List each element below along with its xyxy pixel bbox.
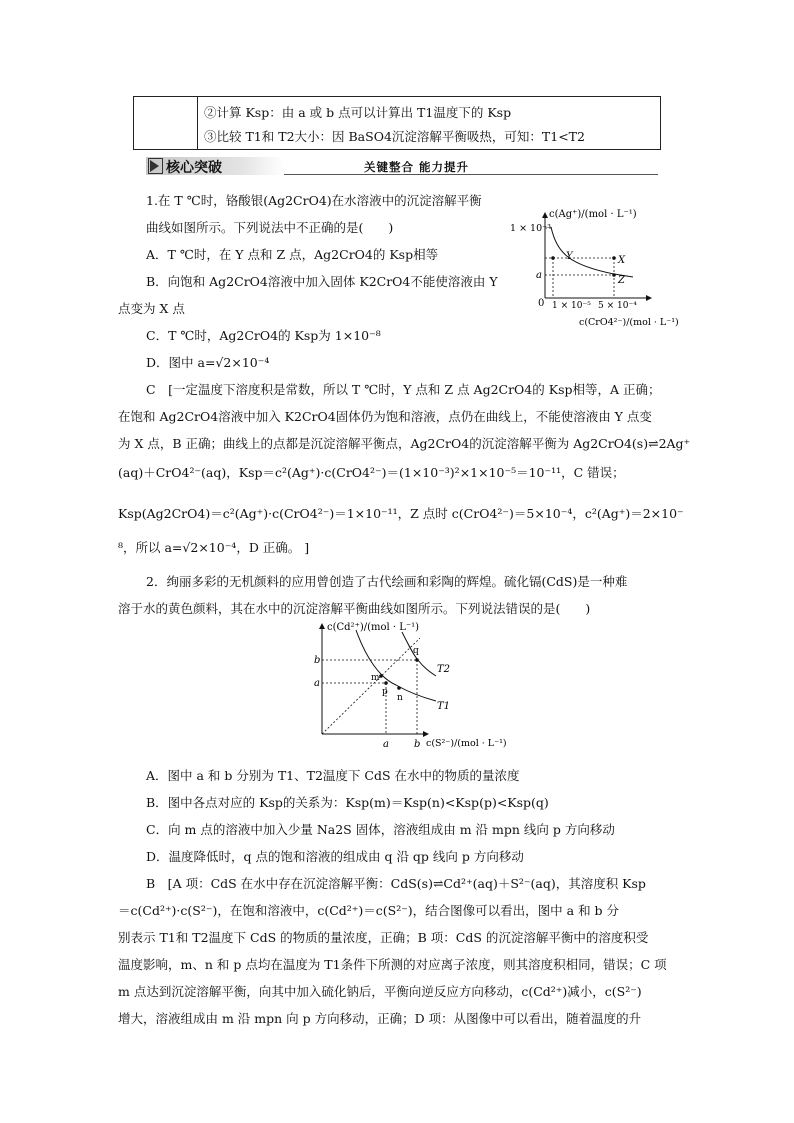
q2-chart <box>300 618 520 756</box>
q1-answer-line5: Ksp(Ag2CrO4)＝c²(Ag⁺)·c(CrO4²⁻)＝1×10⁻¹¹，Z 点时 c(CrO4²⁻)＝5×10⁻⁴，c²(Ag⁺)＝2×10⁻ <box>118 506 684 521</box>
q1-stem-line1: 1.在 T ℃时，铬酸银(Ag2CrO4)在水溶液中的沉淀溶解平衡 <box>146 193 482 208</box>
q2-answer-line5: m 点达到沉淀溶解平衡，向其中加入硫化钠后，平衡向逆反应方向移动，c(Cd²⁺)减小，c(S²⁻) <box>118 984 642 999</box>
q1-option-b-line2: 点变为 X 点 <box>118 301 185 316</box>
section-title: 核心突破 <box>166 160 222 176</box>
q2-answer-line1: B [A 项：CdS 在水中存在沉淀溶解平衡：CdS(s)⇌Cd²⁺(aq)＋S²⁻(aq)，其溶度积 Ksp <box>146 876 646 891</box>
q1-answer-line6: ⁸，所以 a=√2×10⁻⁴，D 正确。 ] <box>118 540 310 555</box>
q2-option-c: C．向 m 点的溶液中加入少量 Na2S 固体，溶液组成由 m 沿 mpn 线向 p 方向移动 <box>146 822 615 837</box>
q2-option-b: B．图中各点对应的 Ksp的关系为：Ksp(m)＝Ksp(n)<Ksp(p)<Ksp(q) <box>146 795 549 810</box>
q1-answer-line3: 为 X 点，B 正确；曲线上的点都是沉淀溶解平衡点，Ag2CrO4的沉淀溶解平衡为 Ag2CrO4(s)⇌2Ag⁺ <box>118 436 691 451</box>
q1-option-d: D．图中 a=√2×10⁻⁴ <box>146 355 270 370</box>
q2-ylabel: c(Cd²⁺)/(mol · L⁻¹) <box>327 622 420 633</box>
q2-tick-a-x: a <box>383 739 389 750</box>
q2-curve-t1 <box>356 630 436 701</box>
q2-diagonal <box>322 638 420 734</box>
q2-answer-line2: ＝c(Cd²⁺)·c(S²⁻)，在饱和溶液中，c(Cd²⁺)＝c(S²⁻)，结合图像可以看出，图中 a 和 b 分 <box>118 903 620 918</box>
play-triangle-icon <box>150 160 159 172</box>
q1-point-y: Y <box>566 251 573 262</box>
q2-point-n-dot <box>397 686 401 690</box>
q2-point-q-dot <box>415 658 419 662</box>
summary-table <box>133 96 661 150</box>
q2-tick-a-y: a <box>314 678 320 689</box>
q2-point-p-dot <box>384 681 388 685</box>
q1-option-b-line1: B．向饱和 Ag2CrO4溶液中加入固体 K2CrO4不能使溶液由 Y <box>146 274 498 289</box>
table-left-cell <box>134 97 198 149</box>
q2-curve-t1-label: T1 <box>437 701 451 712</box>
q2-option-a: A．图中 a 和 b 分别为 T1、T2温度下 CdS 在水中的物质的量浓度 <box>146 768 520 783</box>
table-line-2: ③比较 T1和 T2大小：因 BaSO4沉淀溶解平衡吸热，可知：T1<T2 <box>204 129 585 144</box>
q1-stem-line2: 曲线如图所示。下列说法中不正确的是( ) <box>146 220 394 235</box>
q1-answer-line1: C [一定温度下溶度积是常数，所以 T ℃时，Y 点和 Z 点 Ag2CrO4的 Ksp相等，A 正确； <box>146 382 661 397</box>
q1-answer-line2: 在饱和 Ag2CrO4溶液中加入 K2CrO4固体仍为饱和溶液，点仍在曲线上，不能使溶液由 Y 点变 <box>118 409 652 424</box>
q1-point-z: Z <box>618 275 625 286</box>
q2-point-n: n <box>397 693 403 703</box>
q2-point-q: q <box>413 646 419 656</box>
section-banner <box>146 157 658 175</box>
q1-xtick-1: 1 × 10⁻⁵ <box>552 301 591 311</box>
q2-point-p: p <box>382 687 388 697</box>
q2-stem-line1: 2．绚丽多彩的无机颜料的应用曾创造了古代绘画和彩陶的辉煌。硫化镉(CdS)是一种难 <box>146 574 628 589</box>
q2-point-m-dot <box>379 674 383 678</box>
q1-option-a: A．T ℃时，在 Y 点和 Z 点，Ag2CrO4的 Ksp相等 <box>146 247 439 262</box>
q2-answer-line3: 别表示 T1和 T2温度下 CdS 的物质的量浓度，正确；B 项：CdS 的沉淀溶解平衡中的溶度积受 <box>118 930 649 945</box>
q2-point-m: m <box>371 673 380 683</box>
q2-stem-line2: 溶于水的黄色颜料，其在水中的沉淀溶解平衡曲线如图所示。下列说法错误的是( ) <box>118 601 591 616</box>
banner-rule <box>284 174 658 175</box>
q1-xlabel: c(CrO4²⁻)/(mol · L⁻¹) <box>579 317 679 328</box>
q1-chart <box>505 205 685 330</box>
q2-tick-b-y: b <box>314 655 321 666</box>
q1-ylabel: c(Ag⁺)/(mol · L⁻¹) <box>549 209 637 220</box>
q1-ytick-top: 1 × 10⁻³ <box>510 223 551 234</box>
section-subtitle: 关键整合 能力提升 <box>364 160 470 174</box>
q2-tick-b-x: b <box>414 739 421 750</box>
q2-option-d: D．温度降低时，q 点的饱和溶液的组成由 q 沿 qp 线向 p 方向移动 <box>146 849 524 864</box>
q1-option-c: C．T ℃时，Ag2CrO4的 Ksp为 1×10⁻⁸ <box>146 328 381 343</box>
q1-point-x: X <box>618 255 626 266</box>
q1-xtick-2: 5 × 10⁻⁴ <box>598 301 637 311</box>
q1-point-x-dot <box>612 256 616 260</box>
q1-point-y-dot <box>551 256 555 260</box>
table-line-1: ②计算 Ksp：由 a 或 b 点可以计算出 T1温度下的 Ksp <box>204 105 512 120</box>
q1-curve <box>551 227 633 277</box>
q2-answer-line6: 增大，溶液组成由 m 沿 mpn 向 p 方向移动，正确；D 项：从图像中可以看出，随着温度的升 <box>118 1011 642 1026</box>
q1-answer-line4: (aq)＋CrO4²⁻(aq)，Ksp＝c²(Ag⁺)·c(CrO4²⁻)＝(1×10⁻³)²×1×10⁻⁵＝10⁻¹¹，C 错误； <box>118 465 625 480</box>
q2-xlabel: c(S²⁻)/(mol · L⁻¹) <box>426 738 507 749</box>
q1-origin: 0 <box>538 298 545 309</box>
q1-point-z-dot <box>612 273 616 277</box>
q2-answer-line4: 温度影响，m、n 和 p 点均在温度为 T1条件下所测的对应离子浓度，则其溶度积相同，错误；C 项 <box>118 957 667 972</box>
q1-ytick-a: a <box>536 270 542 281</box>
q2-curve-t2-label: T2 <box>437 664 451 675</box>
